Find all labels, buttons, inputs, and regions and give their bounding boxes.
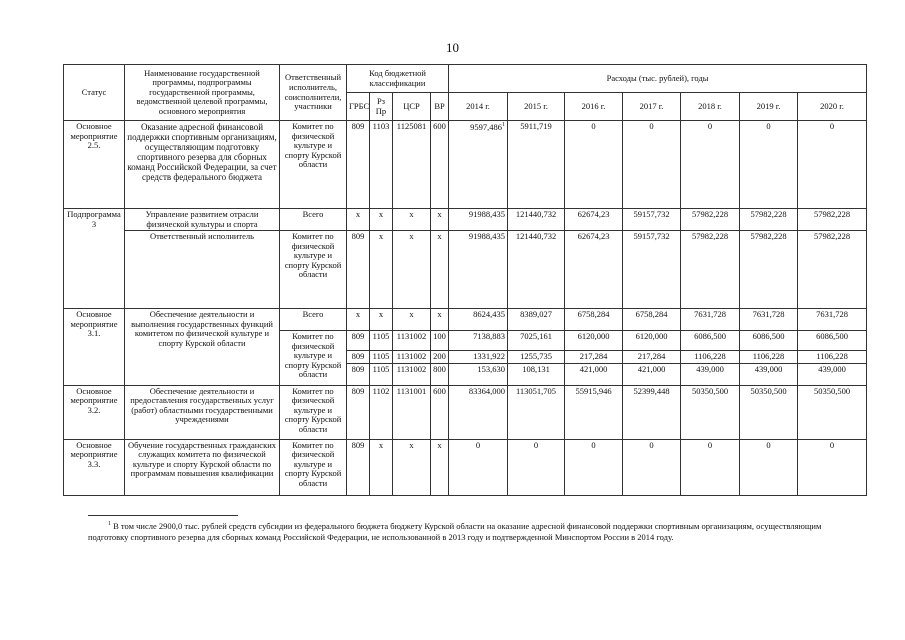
header-year-2018: 2018 г. [681, 93, 740, 121]
row-status: Основное мероприятие 2.5. [64, 121, 125, 209]
row-value-2016: 62674,23 [565, 231, 623, 309]
row-vr: x [431, 231, 449, 309]
row-value-2014 [449, 121, 508, 209]
row-value-2020: 7631,728 [798, 309, 867, 331]
row-grbs: 809 [347, 363, 370, 385]
row-grbs: 809 [347, 231, 370, 309]
row-grbs: 809 [347, 385, 370, 439]
header-responsible: Ответственный исполнитель, соисполнители, участники [280, 65, 347, 121]
header-code-grbs: ГРБС [347, 93, 370, 121]
row-value-2019: 57982,228 [740, 209, 798, 231]
row-value-2018: 439,000 [681, 363, 740, 385]
row-csr: 1131002 [393, 351, 431, 364]
row-responsible: Всего [280, 209, 347, 231]
row-rzpr: 1103 [370, 121, 393, 209]
row-value-2016: 6758,284 [565, 309, 623, 331]
row-value-2016: 62674,23 [565, 209, 623, 231]
header-year-2014: 2014 г. [449, 93, 508, 121]
row-name: Управление развитием отрасли физической культуры и спорта [125, 209, 280, 231]
row-grbs: 809 [347, 351, 370, 364]
row-name: Ответственный исполнитель [125, 231, 280, 309]
row-vr: x [431, 209, 449, 231]
footnote-ref[interactable]: 1 [502, 122, 506, 128]
page-number: 10 [446, 40, 459, 55]
row-value-2014: 8624,435 [449, 309, 508, 331]
row-value-2019: 6086,500 [740, 331, 798, 351]
row-responsible: Комитет по физической культуре и спорту Курской области [280, 331, 347, 386]
row-value-2020: 0 [798, 439, 867, 495]
header-expenses-group: Расходы (тыс. рублей), годы [449, 65, 867, 93]
row-value-2015: 121440,732 [508, 209, 565, 231]
row-value-2017: 217,284 [623, 351, 681, 364]
table-row [64, 209, 867, 231]
row-value-2018: 0 [681, 439, 740, 495]
row-responsible-total: Всего [280, 309, 347, 331]
row-rzpr: 1105 [370, 363, 393, 385]
row-value-2020: 6086,500 [798, 331, 867, 351]
row-vr: x [431, 439, 449, 495]
row-value-2014: 83364,000 [449, 385, 508, 439]
row-value-2020: 50350,500 [798, 385, 867, 439]
row-status: Подпрограмма 3 [64, 209, 125, 309]
row-responsible: Комитет по физической культуре и спорту Курской области [280, 385, 347, 439]
table-row [64, 121, 867, 209]
header-year-2019: 2019 г. [740, 93, 798, 121]
row-value-2015: 7025,161 [508, 331, 565, 351]
row-rzpr: x [370, 439, 393, 495]
row-value-2015: 108,131 [508, 363, 565, 385]
row-value-2017: 59157,732 [623, 231, 681, 309]
row-vr: 200 [431, 351, 449, 364]
row-value-2017: 0 [623, 439, 681, 495]
row-responsible: Комитет по физической культуре и спорту Курской области [280, 439, 347, 495]
row-csr: x [393, 309, 431, 331]
row-value-2018: 57982,228 [681, 209, 740, 231]
footnote-text: В том числе 2900,0 тыс. рублей средств субсидии из федерального бюджета бюджету Курской области на оказание адресной финансовой поддержки спортивным организациям, осуществляющим подготовку спортивного резерва для сборных команд Российской Федерации, не использованной в 2013 году и подтвержденной Минспортом России в 2014 году. [88, 521, 822, 543]
row-value-2018: 50350,500 [681, 385, 740, 439]
header-year-2015: 2015 г. [508, 93, 565, 121]
row-grbs: x [347, 309, 370, 331]
row-value-2017: 52399,448 [623, 385, 681, 439]
header-year-2020: 2020 г. [798, 93, 867, 121]
header-code-rzpr: Рз Пр [370, 93, 393, 121]
row-rzpr: x [370, 309, 393, 331]
row-value-2016: 0 [565, 121, 623, 209]
row-rzpr: x [370, 231, 393, 309]
row-csr: 1131002 [393, 331, 431, 351]
row-rzpr: 1105 [370, 331, 393, 351]
row-name: Оказание адресной финансовой поддержки спортивным организациям, осуществляющим подготовку спортивного резерва для сборных команд Российской Федерации, за счет средств федерального бюджета [125, 121, 280, 209]
row-rzpr: 1105 [370, 351, 393, 364]
row-name: Обучение государственных гражданских служащих комитета по физической культуре и спорту Курской области по программам повышения квалификации [125, 439, 280, 495]
footnote [88, 521, 858, 543]
row-value-2020: 439,000 [798, 363, 867, 385]
row-value-2016: 55915,946 [565, 385, 623, 439]
row-rzpr: 1102 [370, 385, 393, 439]
row-responsible: Комитет по физической культуре и спорту Курской области [280, 231, 347, 309]
row-grbs: 809 [347, 331, 370, 351]
row-status: Основное мероприятие 3.1. [64, 309, 125, 386]
header-code-vr: ВР [431, 93, 449, 121]
row-vr: x [431, 309, 449, 331]
row-vr: 800 [431, 363, 449, 385]
row-value-2015: 8389,027 [508, 309, 565, 331]
row-status: Основное мероприятие 3.2. [64, 385, 125, 439]
row-csr: x [393, 209, 431, 231]
row-value-2015: 1255,735 [508, 351, 565, 364]
row-vr: 100 [431, 331, 449, 351]
table-row [64, 439, 867, 495]
row-value-2019: 7631,728 [740, 309, 798, 331]
row-grbs: 809 [347, 121, 370, 209]
row-value-2015: 113051,705 [508, 385, 565, 439]
row-vr: 600 [431, 385, 449, 439]
row-value-2014: 91988,435 [449, 231, 508, 309]
header-year-2016: 2016 г. [565, 93, 623, 121]
row-value-2019: 50350,500 [740, 385, 798, 439]
row-vr: 600 [431, 121, 449, 209]
value-text: 9597,486 [470, 121, 503, 132]
row-value-2020: 0 [798, 121, 867, 209]
row-value-2015: 5911,719 [508, 121, 565, 209]
row-value-2019: 0 [740, 439, 798, 495]
row-grbs: x [347, 209, 370, 231]
row-value-2014: 0 [449, 439, 508, 495]
row-value-2018: 7631,728 [681, 309, 740, 331]
row-status: Основное мероприятие 3.3. [64, 439, 125, 495]
row-value-2015: 0 [508, 439, 565, 495]
table-row [64, 309, 867, 331]
header-code-csr: ЦСР [393, 93, 431, 121]
row-csr: x [393, 231, 431, 309]
header-year-2017: 2017 г. [623, 93, 681, 121]
row-value-2014: 91988,435 [449, 209, 508, 231]
row-value-2019: 439,000 [740, 363, 798, 385]
header-name: Наименование государственной программы, подпрограммы государственной программы, ведомственной целевой программы, основного мероприятия [125, 65, 280, 121]
row-value-2017: 59157,732 [623, 209, 681, 231]
row-csr: 1125081 [393, 121, 431, 209]
row-value-2016: 6120,000 [565, 331, 623, 351]
row-responsible: Комитет по физической культуре и спорту Курской области [280, 121, 347, 209]
row-value-2015: 121440,732 [508, 231, 565, 309]
row-value-2014: 7138,883 [449, 331, 508, 351]
row-value-2019: 0 [740, 121, 798, 209]
row-value-2019: 1106,228 [740, 351, 798, 364]
row-value-2020: 57982,228 [798, 231, 867, 309]
row-value-2016: 0 [565, 439, 623, 495]
footnote-mark: 1 [108, 521, 111, 528]
row-value-2017: 0 [623, 121, 681, 209]
table-row [64, 231, 867, 309]
row-value-2016: 421,000 [565, 363, 623, 385]
table-row [64, 385, 867, 439]
footnote-divider [88, 515, 238, 516]
row-csr: 1131001 [393, 385, 431, 439]
row-rzpr: x [370, 209, 393, 231]
budget-table [63, 64, 867, 496]
header-status: Статус [64, 65, 125, 121]
row-value-2017: 6758,284 [623, 309, 681, 331]
row-value-2019: 57982,228 [740, 231, 798, 309]
row-value-2020: 57982,228 [798, 209, 867, 231]
header-code-group: Код бюджетной классификации [347, 65, 449, 93]
row-name: Обеспечение деятельности и выполнения государственных функций комитетом по физической культуре и спорту Курской области [125, 309, 280, 386]
row-value-2020: 1106,228 [798, 351, 867, 364]
row-csr: 1131002 [393, 363, 431, 385]
row-value-2018: 57982,228 [681, 231, 740, 309]
row-value-2014: 1331,922 [449, 351, 508, 364]
row-value-2017: 6120,000 [623, 331, 681, 351]
row-value-2018: 6086,500 [681, 331, 740, 351]
row-name: Обеспечение деятельности и предоставления государственных услуг (работ) областными государственными учреждениями [125, 385, 280, 439]
row-value-2014: 153,630 [449, 363, 508, 385]
row-grbs: 809 [347, 439, 370, 495]
row-value-2018: 1106,228 [681, 351, 740, 364]
row-value-2018: 0 [681, 121, 740, 209]
row-value-2017: 421,000 [623, 363, 681, 385]
row-csr: x [393, 439, 431, 495]
row-value-2016: 217,284 [565, 351, 623, 364]
